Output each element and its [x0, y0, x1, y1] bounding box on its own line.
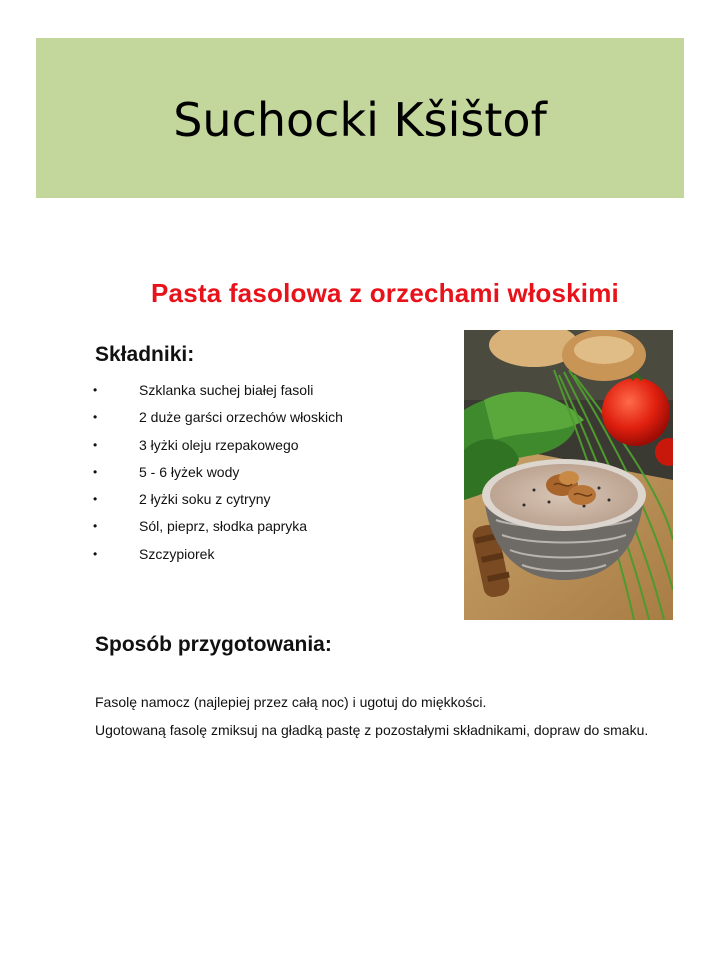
method-line: Ugotowaną fasolę zmiksuj na gładką pastę z pozostałymi składnikami, dopraw do smaku. — [95, 722, 649, 738]
list-item — [93, 435, 343, 462]
ingredient-text: 3 łyżki oleju rzepakowego — [139, 436, 299, 453]
bullet-icon: • — [93, 383, 98, 397]
ingredient-text: Szklanka suchej białej fasoli — [139, 382, 314, 398]
bullet-icon: • — [93, 464, 98, 479]
method-heading: Sposób przygotowania: — [95, 633, 332, 656]
list-item — [93, 380, 343, 407]
ingredient-text: 5 - 6 łyżek wody — [139, 463, 240, 480]
header-banner — [36, 38, 684, 198]
bean-paste-photo-icon — [464, 330, 673, 620]
list-item — [93, 462, 343, 489]
method-text — [95, 688, 648, 744]
bullet-icon: • — [93, 546, 98, 561]
ingredient-text: Sól, pieprz, słodka papryka — [139, 518, 308, 535]
list-item — [93, 544, 343, 571]
list-item — [93, 489, 343, 516]
bullet-icon: • — [93, 437, 98, 452]
ingredient-text: 2 duże garści orzechów włoskich — [139, 409, 343, 426]
ingredient-text: 2 łyżki soku z cytryny — [139, 491, 271, 508]
ingredients-list — [93, 380, 343, 571]
ingredient-text: Szczypiorek — [139, 545, 215, 562]
method-line: Fasolę namocz (najlepiej przez całą noc) i ugotuj do miękkości. — [95, 694, 487, 710]
list-item — [93, 516, 343, 543]
ingredients-heading: Składniki: — [95, 343, 195, 366]
bullet-icon: • — [93, 410, 98, 425]
list-item — [93, 407, 343, 434]
recipe-title: Pasta fasolowa z orzechami włoskimi — [151, 278, 619, 308]
bullet-icon: • — [93, 492, 98, 507]
page-title: Suchocki Kšištof — [173, 93, 547, 147]
bullet-icon: • — [93, 519, 98, 534]
recipe-photo — [464, 330, 673, 620]
